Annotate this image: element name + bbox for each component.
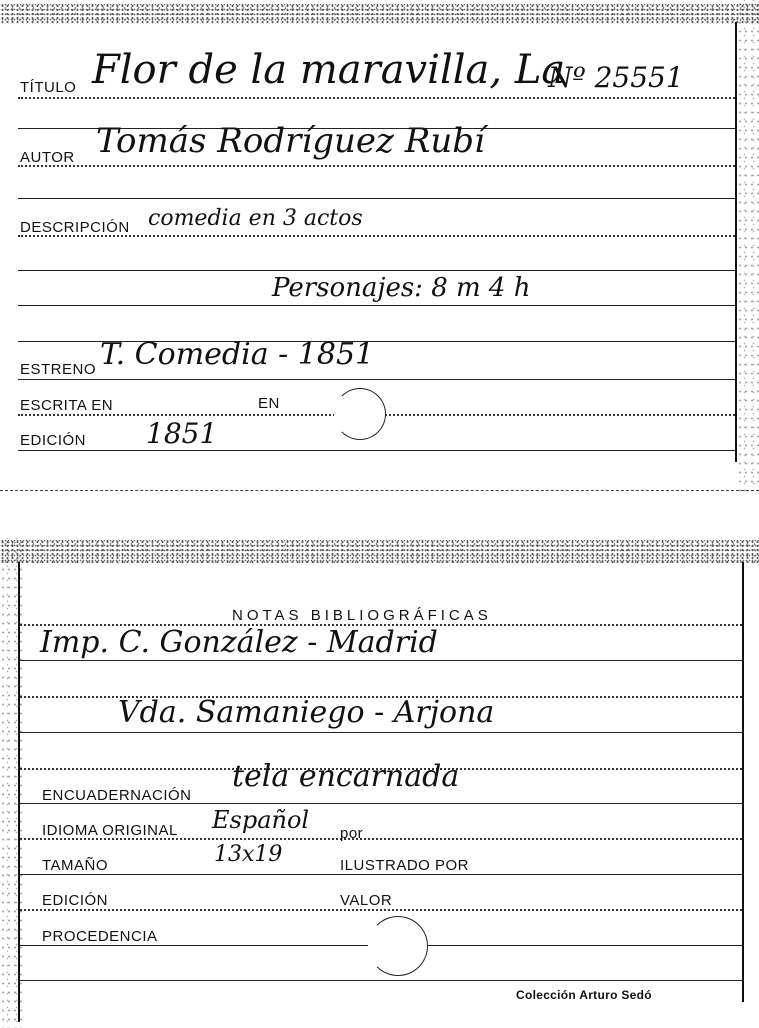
rule-line [18, 305, 735, 306]
rule-line [18, 198, 735, 199]
valor-label: VALOR [340, 892, 393, 909]
estreno-label: ESTRENO [20, 361, 97, 378]
estreno-value: T. Comedia - 1851 [100, 337, 375, 372]
edicion-label: EDICIÓN [42, 892, 109, 909]
coleccion-signature: Colección Arturo Sedó [516, 988, 652, 1002]
numero-value: Nº 25551 [548, 61, 684, 94]
ilustrado-label: ILUSTRADO POR [340, 857, 470, 874]
card-right-border [735, 22, 737, 462]
rule-line [18, 450, 735, 451]
tamano-value: 13x19 [214, 842, 283, 867]
rule-line [20, 874, 742, 875]
idioma-value: Español [212, 806, 310, 834]
autor-label: AUTOR [20, 149, 75, 166]
nota-imprenta: Imp. C. González - Madrid [40, 625, 438, 660]
rule-line [20, 909, 742, 911]
card-top-edge [0, 540, 759, 564]
catalog-card-bottom [0, 538, 759, 1028]
rule-line [18, 379, 735, 380]
en-label: EN [258, 395, 280, 412]
titulo-label: TÍTULO [20, 79, 77, 96]
escrita-en-label: ESCRITA EN [20, 397, 114, 414]
rule-line [18, 165, 735, 167]
titulo-value: Flor de la maravilla, La [92, 47, 566, 93]
rule-line [18, 270, 735, 271]
punch-hole [334, 388, 386, 440]
card-right-border [742, 562, 744, 1002]
card-top-edge [0, 4, 759, 24]
punch-hole [368, 916, 428, 976]
descripcion-label: DESCRIPCIÓN [20, 219, 130, 236]
tamano-label: TAMAÑO [42, 857, 109, 874]
edicion-label: EDICIÓN [20, 432, 87, 449]
autor-value: Tomás Rodríguez Rubí [96, 121, 485, 161]
nota-venta: Vda. Samaniego - Arjona [118, 695, 495, 730]
card-left-border [18, 562, 20, 1022]
descripcion-value: comedia en 3 actos [148, 206, 363, 231]
por-label: por [340, 825, 364, 842]
card-right-edge [737, 0, 759, 495]
descripcion-extra: Personajes: 8 m 4 h [272, 273, 531, 303]
rule-line [18, 97, 735, 99]
rule-line [20, 732, 742, 733]
encuadernacion-label: ENCUADERNACIÓN [42, 787, 192, 804]
rule-line [20, 980, 742, 981]
procedencia-label: PROCEDENCIA [42, 928, 158, 945]
catalog-card-top [0, 0, 759, 495]
notas-heading: NOTAS BIBLIOGRÁFICAS [232, 607, 492, 624]
idioma-label: IDIOMA ORIGINAL [42, 822, 178, 839]
edicion-value: 1851 [146, 417, 218, 450]
card-separator-line [0, 490, 759, 491]
rule-line [20, 660, 742, 661]
encuadernacion-value: tela encarnada [232, 759, 460, 794]
